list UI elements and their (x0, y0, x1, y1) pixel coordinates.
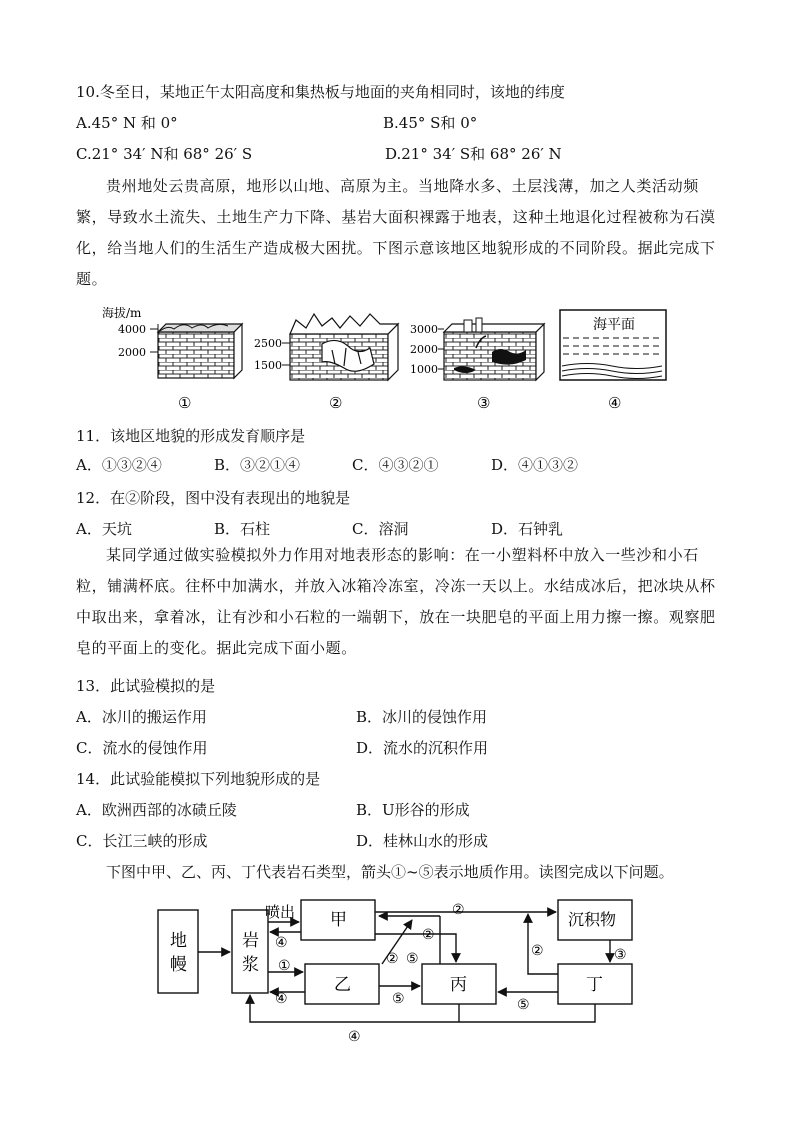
passage-experiment: 某同学通过做实验模拟外力作用对地表形态的影响：在一小塑料杯中放入一些沙和小石粒，铺满杯底。往杯中加满水，并放入冰箱冷冻室，冷冻一天以上。水结成冰后，把冰块从杯中取出来，拿着冰，让有沙和小石粒的一端朝下，放在一块肥皂的平面上用力擦一擦。观察肥皂的平面上的变化。据此完成下面小题。 (76, 546, 716, 657)
q14-option-a[interactable]: A．欧洲西部的冰碛丘陵 (76, 801, 237, 819)
arrow-num-2d: ② (531, 943, 544, 959)
q11-option-d[interactable]: D．④①③② (491, 456, 579, 474)
arrow-num-1: ① (278, 958, 291, 974)
q14-option-b[interactable]: B．U形谷的形成 (356, 801, 470, 819)
magma-label-2: 浆 (242, 955, 259, 975)
q12-option-d[interactable]: D．石钟乳 (491, 520, 564, 538)
q10-option-c[interactable]: C.21° 34′ N和 68° 26′ S (76, 145, 253, 163)
arrow-num-4b: ④ (275, 991, 288, 1007)
q10-option-b[interactable]: B.45° S和 0° (383, 114, 478, 132)
jia-label: 甲 (330, 910, 347, 930)
mantle-label-1: 地 (170, 931, 187, 951)
arrow-num-5c: ⑤ (517, 997, 530, 1013)
q14-option-d[interactable]: D．桂林山水的形成 (356, 832, 489, 850)
p1-tick-2000: 2000 (118, 346, 146, 359)
yi-label: 乙 (334, 975, 351, 995)
mantle-box (158, 910, 198, 993)
arrow-num-5b: ⑤ (392, 991, 405, 1007)
q11-stem: 11．该地区地貌的形成发育顺序是 (76, 427, 306, 445)
panel-2 (254, 314, 398, 380)
p3-tick-1000: 1000 (410, 363, 438, 376)
arrow-num-4c: ④ (348, 1029, 361, 1045)
panel-3 (410, 318, 544, 380)
mantle-label-2: 幔 (170, 955, 187, 975)
passage-karst: 贵州地处云贵高原，地形以山地、高原为主。当地降水多、土层浅薄，加之人类活动频繁，导致水土流失、土地生产力下降、基岩大面积裸露于地表，这种土地退化过程被称为石漠化，给当地人们的生活生产造成极大困扰。下图示意该地区地貌形成的不同阶段。据此完成下题。 (76, 177, 716, 288)
q10-stem: 10.冬至日，某地正午太阳高度和集热板与地面的夹角相同时，该地的纬度 (76, 83, 565, 101)
q10-option-d[interactable]: D.21° 34′ S和 68° 26′ N (385, 145, 562, 163)
sediment-label: 沉积物 (568, 910, 617, 929)
ding-label: 丁 (586, 975, 603, 995)
q14-stem: 14．此试验能模拟下列地貌形成的是 (76, 770, 321, 788)
p1-tick-4000: 4000 (118, 323, 146, 336)
q13-option-a[interactable]: A．冰川的搬运作用 (76, 708, 207, 726)
arrow-num-2b: ② (422, 927, 435, 943)
caption-2: ② (329, 394, 343, 412)
p2-tick-1500: 1500 (254, 359, 282, 372)
q14-option-c[interactable]: C．长江三峡的形成 (76, 832, 208, 850)
q12-option-c[interactable]: C．溶洞 (352, 520, 409, 538)
arrow-num-3: ③ (614, 947, 627, 963)
q12-option-b[interactable]: B．石柱 (214, 520, 271, 538)
p2-tick-2500: 2500 (254, 337, 282, 350)
magma-box (232, 910, 268, 993)
q11-option-c[interactable]: C．④③②① (352, 456, 439, 474)
arrow-num-4a: ④ (275, 935, 288, 951)
passage-rock-cycle: 下图中甲、乙、丙、丁代表岩石类型，箭头①~⑤表示地质作用。读图完成以下问题。 (106, 863, 674, 881)
q12-option-a[interactable]: A．天坑 (76, 520, 132, 538)
q10-option-a[interactable]: A.45° N 和 0° (76, 114, 178, 132)
q11-option-a[interactable]: A．①③②④ (76, 456, 162, 474)
panel-1 (102, 306, 242, 378)
caption-3: ③ (477, 394, 491, 412)
panel-4 (560, 310, 666, 380)
q11-option-b[interactable]: B．③②①④ (214, 456, 301, 474)
q13-option-b[interactable]: B．冰川的侵蚀作用 (356, 708, 488, 726)
q13-stem: 13．此试验模拟的是 (76, 677, 216, 695)
arrow-num-2c: ② (386, 951, 399, 967)
p3-tick-3000: 3000 (410, 323, 438, 336)
p3-tick-2000: 2000 (410, 343, 438, 356)
bing-label: 丙 (450, 975, 467, 995)
q13-option-d[interactable]: D．流水的沉积作用 (356, 739, 489, 757)
sea-level-label: 海平面 (593, 317, 635, 333)
caption-1: ① (178, 394, 192, 412)
fig-ylabel: 海拔/m (102, 306, 142, 320)
arrow-num-2a: ② (452, 902, 465, 918)
q12-stem: 12．在②阶段，图中没有表现出的地貌是 (76, 489, 351, 507)
landform-stages-figure (100, 306, 720, 414)
arrow-num-5a: ⑤ (406, 951, 419, 967)
caption-4: ④ (608, 394, 622, 412)
eruption-label: 喷出 (265, 903, 296, 921)
rock-cycle-diagram (150, 892, 650, 1052)
q13-option-c[interactable]: C．流水的侵蚀作用 (76, 739, 208, 757)
magma-label-1: 岩 (242, 931, 259, 951)
